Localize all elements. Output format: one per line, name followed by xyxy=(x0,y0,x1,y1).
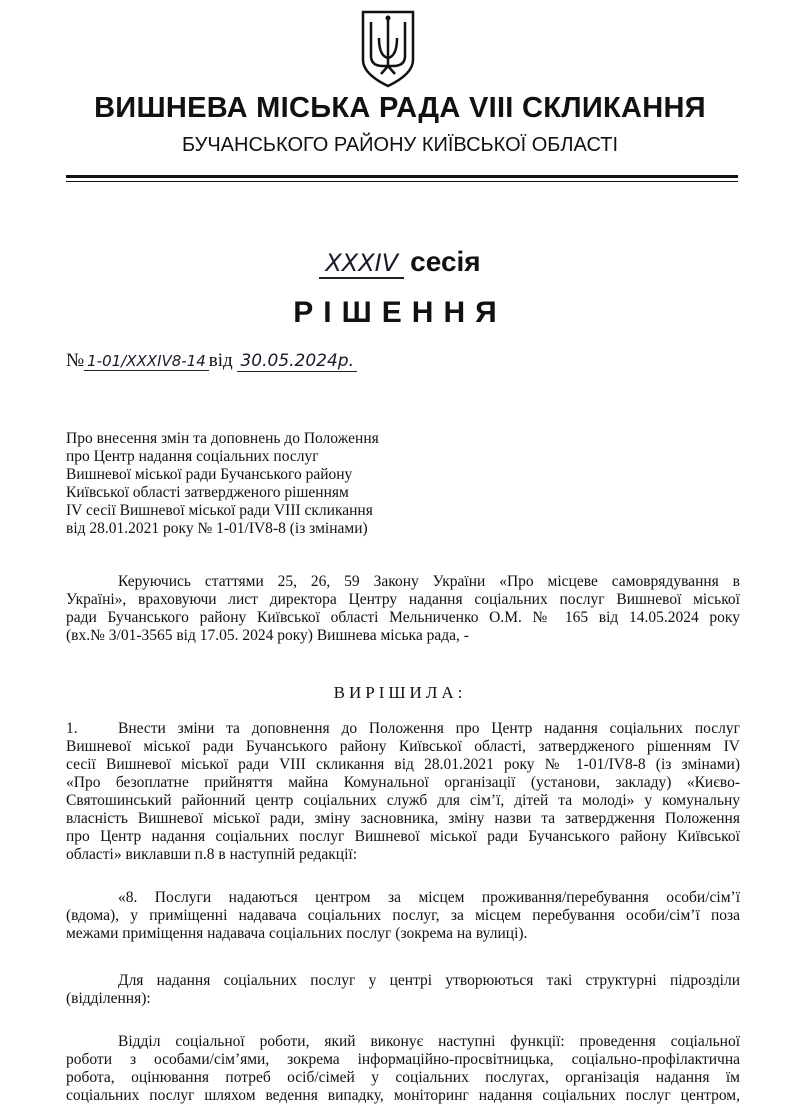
decision-title: РІШЕННЯ xyxy=(293,296,507,329)
structural-line: (відділення): xyxy=(66,990,151,1007)
item-line: про Центр надання соціальних послуг Вишневої міської ради Бучанського району Київської xyxy=(66,828,740,845)
session-number-handwritten: XXXIV xyxy=(319,249,404,279)
date-label: від xyxy=(208,350,233,371)
preamble-line: Керуючись статтями 25, 26, 59 Закону України «Про місцеве самоврядування в xyxy=(118,573,740,590)
department-line: робота, оцінювання потреб осіб/сімей у соціальних послугах, організація надання їм xyxy=(66,1069,740,1086)
item-line: області» виклавши п.8 в наступній редакції: xyxy=(66,846,357,863)
item-line: Святошинський районний центр соціальних служб для сім’ї, дітей та молоді» у комунальну xyxy=(66,792,740,809)
document-number-handwritten: 1-01/XXXIV8-14 xyxy=(84,352,209,371)
quote-line: межами приміщення надавача соціальних послуг (зокрема на вулиці). xyxy=(66,925,528,942)
council-subtitle: БУЧАНСЬКОГО РАЙОНУ КИЇВСЬКОЇ ОБЛАСТІ xyxy=(181,134,618,156)
number-prefix: № xyxy=(66,350,85,371)
structural-units-paragraph xyxy=(66,972,740,1008)
quote-line: «8. Послуги надаються центром за місцем проживання/перебування особи/сім’ї xyxy=(118,889,740,906)
quote-point-8 xyxy=(66,889,740,943)
item-line: Вишневої міської ради Бучанського району Київської області, затвердженого рішенням IV xyxy=(66,738,740,755)
item-line: Внести зміни та доповнення до Положення про Центр надання соціальних послуг xyxy=(118,720,740,737)
document-number-line xyxy=(66,350,357,372)
subject-line: Вишневої міської ради Бучанського району xyxy=(66,466,353,483)
decided-heading: ВИРІШИЛА: xyxy=(333,683,467,702)
item-number: 1. xyxy=(66,720,78,737)
department-paragraph xyxy=(66,1033,740,1105)
subject-line: від 28.01.2021 року № 1-01/IV8-8 (із змінами) xyxy=(66,520,368,537)
trident-emblem-icon xyxy=(359,8,417,88)
session-line xyxy=(0,246,800,279)
item-line: власність Вишневої міської ради, зміну засновника, зміну назви та затвердження Положення xyxy=(66,810,740,827)
quote-line: (вдома), у приміщенні надавача соціальних послуг, за місцем перебування особи/сім’ї поза xyxy=(66,907,740,924)
header-divider-thin xyxy=(66,181,738,182)
item-line: «Про безоплатне прийняття майна Комунальної організації (установи, закладу) «Києво- xyxy=(66,774,740,791)
preamble-line: ради Бучанського району Київської області Мельниченко О.М. № 165 від 14.05.2024 року xyxy=(66,609,740,626)
decision-subject xyxy=(66,430,426,538)
subject-line: Про внесення змін та доповнень до Положення xyxy=(66,430,379,447)
council-title: ВИШНЕВА МІСЬКА РАДА VIII СКЛИКАННЯ xyxy=(94,92,706,124)
subject-line: про Центр надання соціальних послуг xyxy=(66,448,319,465)
item-line: сесії Вишневої міської ради VIII скликання від 28.01.2021 року № 1-01/IV8-8 (із змінами) xyxy=(66,756,740,773)
department-line: роботи з особами/сім’ями, зокрема інформаційно-просвітницька, соціально-профілактична xyxy=(66,1051,740,1068)
header-divider xyxy=(66,175,738,178)
preamble-line: (вх.№ 3/01-3565 від 17.05. 2024 року) Вишнева міська рада, - xyxy=(66,627,469,644)
preamble-paragraph xyxy=(66,573,740,645)
item-1-paragraph xyxy=(66,720,740,864)
preamble-line: Україні», враховуючи лист директора Центру надання соціальних послуг Вишневої міської xyxy=(66,591,740,608)
department-line: Відділ соціальної роботи, який виконує наступні функції: проведення соціальної xyxy=(118,1033,740,1050)
document-date-handwritten: 30.05.2024р. xyxy=(237,351,357,372)
structural-line: Для надання соціальних послуг у центрі утворюються такі структурні підрозділи xyxy=(118,972,740,989)
subject-line: IV сесії Вишневої міської ради VIII скликання xyxy=(66,502,373,519)
session-label: сесія xyxy=(410,246,481,277)
item-1-first-line xyxy=(66,720,740,738)
department-line: соціальних послуг шляхом ведення випадку, моніторинг надання соціальних послуг центром, xyxy=(66,1087,740,1104)
subject-line: Київської області затвердженого рішенням xyxy=(66,484,349,501)
